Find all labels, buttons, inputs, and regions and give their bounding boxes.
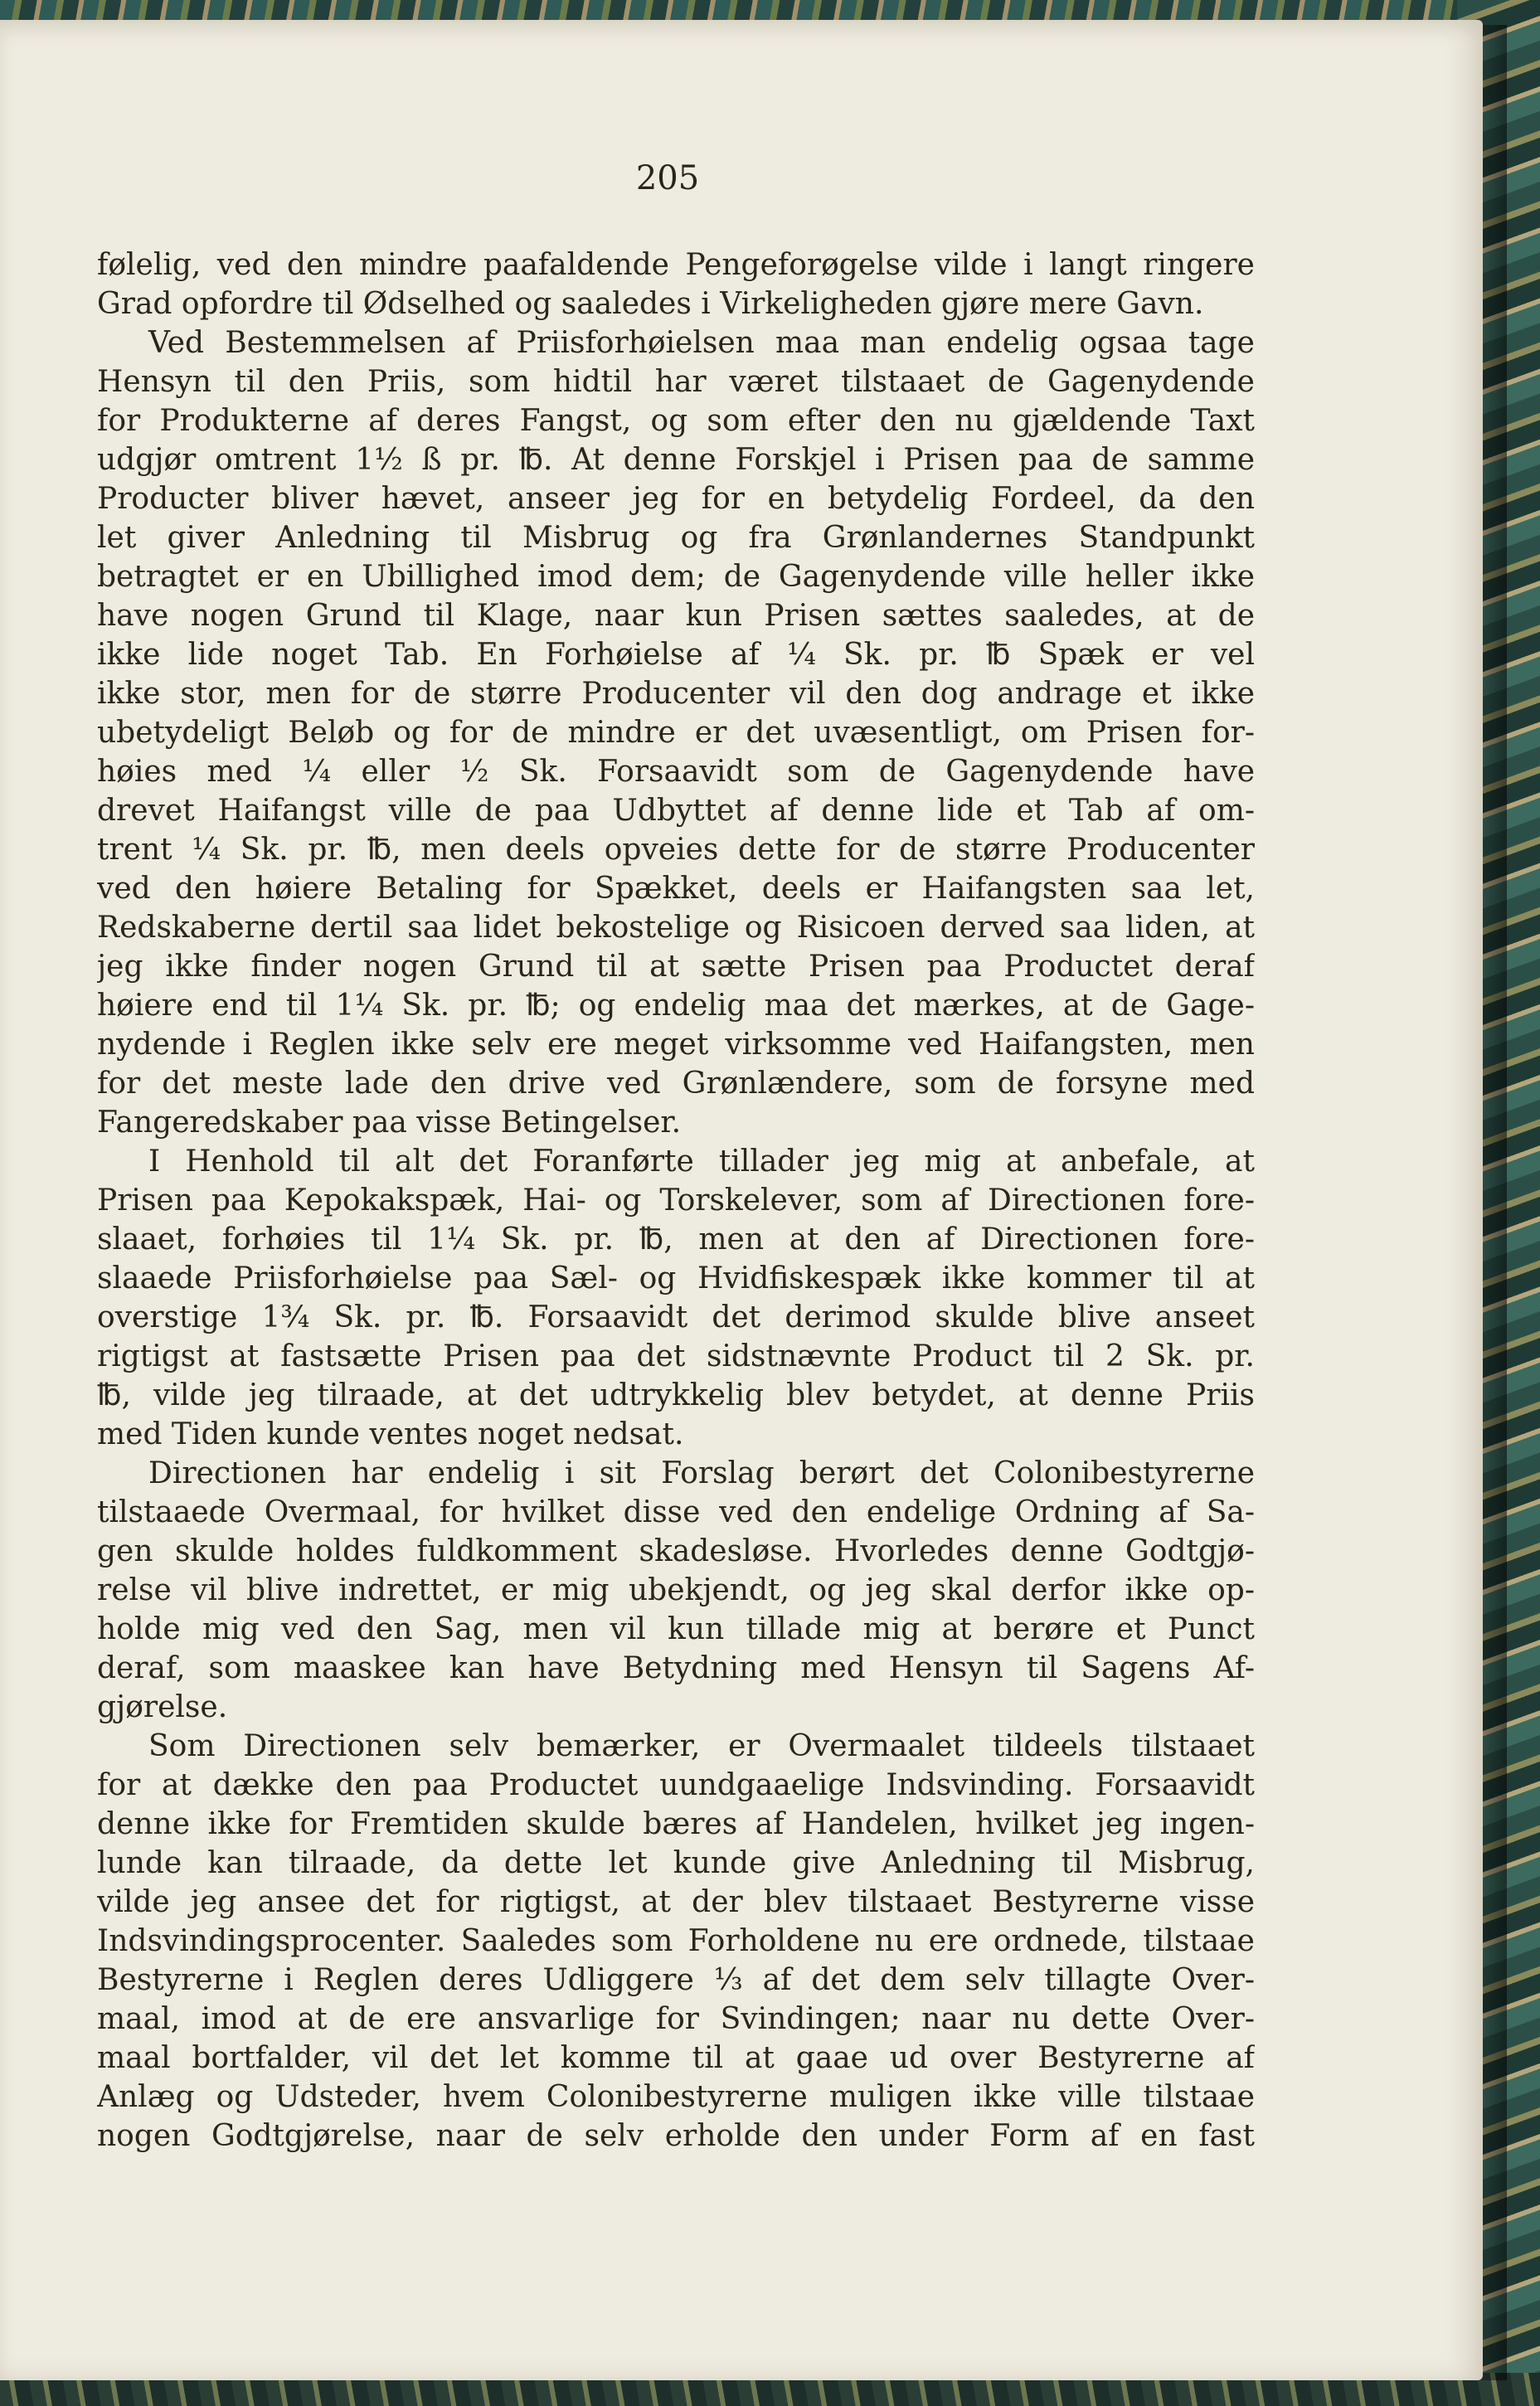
text-line: lunde kan tilraade, da dette let kunde give Anledning til Misbrug, xyxy=(97,1846,1255,1880)
text-line: slaaede Priisforhøielse paa Sæl- og Hvidfiskespæk ikke kommer til at xyxy=(97,1261,1255,1295)
text-line: ikke lide noget Tab. En Forhøielse af ¼ Sk. pr. ℔ Spæk er vel xyxy=(97,638,1255,672)
text-line: Grad opfordre til Ødselhed og saaledes i Virkeligheden gjøre mere Gavn. xyxy=(97,287,1204,321)
text-line: I Henhold til alt det Foranførte tillader jeg mig at anbefale, at xyxy=(148,1145,1255,1179)
text-line: ved den høiere Betaling for Spækket, deels er Haifangsten saa let, xyxy=(97,872,1255,906)
text-line: ubetydeligt Beløb og for de mindre er det uvæsentligt, om Prisen for- xyxy=(97,716,1255,750)
text-line: Hensyn til den Priis, som hidtil har været tilstaaet de Gagenydende xyxy=(97,365,1255,399)
text-line: høies med ¼ eller ½ Sk. Forsaavidt som de Gagenydende have xyxy=(97,755,1255,789)
text-line: maal bortfalder, vil det let komme til at gaae ud over Bestyrerne af xyxy=(97,2041,1255,2075)
text-line: Producter bliver hævet, anseer jeg for en betydelig Fordeel, da den xyxy=(97,482,1255,516)
text-line: maal, imod at de ere ansvarlige for Svindingen; naar nu dette Over- xyxy=(97,2002,1255,2036)
text-line: Indsvindingsprocenter. Saaledes som Forholdene nu ere ordnede, tilstaae xyxy=(97,1924,1255,1958)
text-line: gjørelse. xyxy=(97,1690,228,1724)
text-line: nydende i Reglen ikke selv ere meget virksomme ved Haifangsten, men xyxy=(97,1028,1255,1062)
text-line: trent ¼ Sk. pr. ℔, men deels opveies dette for de større Producenter xyxy=(97,833,1255,867)
text-line: Prisen paa Kepokakspæk, Hai- og Torskelever, som af Directionen fore- xyxy=(97,1184,1255,1218)
text-line: betragtet er en Ubillighed imod dem; de Gagenydende ville heller ikke xyxy=(97,560,1255,594)
text-line: for at dække den paa Productet uundgaaelige Indsvinding. Forsaavidt xyxy=(97,1768,1255,1802)
text-line: ℔, vilde jeg tilraade, at det udtrykkelig blev betydet, at denne Priis xyxy=(97,1378,1255,1412)
text-line: Bestyrerne i Reglen deres Udliggere ⅓ af det dem selv tillagte Over- xyxy=(97,1963,1255,1997)
text-line: høiere end til 1¼ Sk. pr. ℔; og endelig maa det mærkes, at de Gage- xyxy=(97,989,1255,1023)
text-line: rigtigst at fastsætte Prisen paa det sidstnævnte Product til 2 Sk. pr. xyxy=(97,1339,1255,1373)
text-line: have nogen Grund til Klage, naar kun Prisen sættes saaledes, at de xyxy=(97,599,1255,633)
text-line: Som Directionen selv bemærker, er Overmaalet tildeels tilstaaet xyxy=(148,1729,1255,1763)
text-line: for Produkterne af deres Fangst, og som efter den nu gjældende Taxt xyxy=(97,404,1255,438)
text-line: let giver Anledning til Misbrug og fra Grønlandernes Standpunkt xyxy=(97,521,1255,555)
text-line: gen skulde holdes fuldkomment skadesløse. Hvorledes denne Godtgjø- xyxy=(97,1534,1255,1568)
text-line: holde mig ved den Sag, men vil kun tillade mig at berøre et Punct xyxy=(97,1612,1255,1646)
text-line: ikke stor, men for de større Producenter vil den dog andrage et ikke xyxy=(97,677,1255,711)
text-line: jeg ikke finder nogen Grund til at sætte Prisen paa Productet deraf xyxy=(97,950,1255,984)
text-line: Anlæg og Udsteder, hvem Colonibestyrerne muligen ikke ville tilstaae xyxy=(97,2080,1255,2114)
text-line: for det meste lade den drive ved Grønlændere, som de forsyne med xyxy=(97,1067,1255,1101)
text-line: denne ikke for Fremtiden skulde bæres af Handelen, hvilket jeg ingen- xyxy=(97,1807,1255,1841)
text-line: udgjør omtrent 1½ ß pr. ℔. At denne Forskjel i Prisen paa de samme xyxy=(97,443,1255,477)
text-line: overstige 1¾ Sk. pr. ℔. Forsaavidt det derimod skulde blive anseet xyxy=(97,1300,1255,1334)
text-line: følelig, ved den mindre paafaldende Pengeforøgelse vilde i langt ringere xyxy=(97,248,1255,282)
page-number: 205 xyxy=(635,159,700,197)
text-line: relse vil blive indrettet, er mig ubekjendt, og jeg skal derfor ikke op- xyxy=(97,1573,1255,1607)
text-line: drevet Haifangst ville de paa Udbyttet af denne lide et Tab af om- xyxy=(97,794,1255,828)
text-line: med Tiden kunde ventes noget nedsat. xyxy=(97,1417,684,1451)
text-line: tilstaaede Overmaal, for hvilket disse ved den endelige Ordning af Sa- xyxy=(97,1495,1255,1529)
text-line: vilde jeg ansee det for rigtigst, at der blev tilstaaet Bestyrerne visse xyxy=(97,1885,1255,1919)
text-line: Fangeredskaber paa visse Betingelser. xyxy=(97,1106,682,1140)
text-line: deraf, som maaskee kan have Betydning med Hensyn til Sagens Af- xyxy=(97,1651,1255,1685)
text-line: nogen Godtgjørelse, naar de selv erholde den under Form af en fast xyxy=(97,2119,1255,2153)
text-line: Ved Bestemmelsen af Priisforhøielsen maa man endelig ogsaa tage xyxy=(148,326,1255,360)
text-line: slaaet, forhøies til 1¼ Sk. pr. ℔, men at den af Directionen fore- xyxy=(97,1222,1255,1256)
text-line: Directionen har endelig i sit Forslag berørt det Colonibestyrerne xyxy=(148,1456,1255,1490)
text-line: Redskaberne dertil saa lidet bekostelige og Risicoen derved saa liden, at xyxy=(97,911,1255,945)
book-page xyxy=(0,20,1483,2380)
body-text xyxy=(97,245,1255,2156)
